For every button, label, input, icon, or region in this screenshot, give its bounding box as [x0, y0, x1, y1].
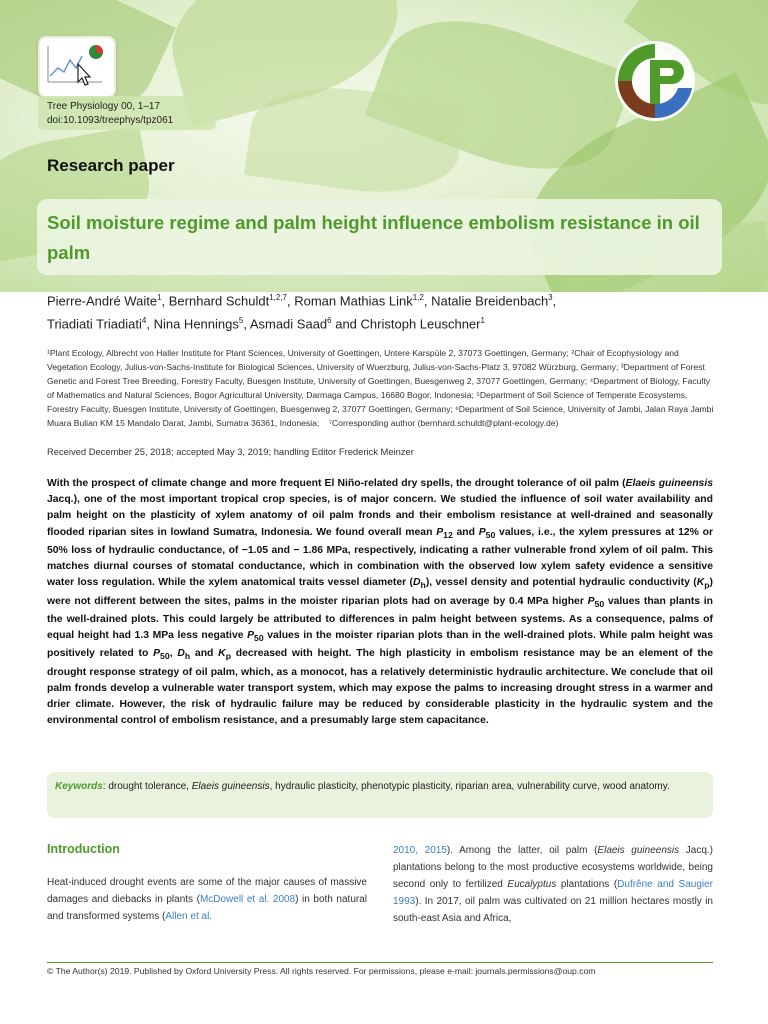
symbol-p: P [153, 648, 161, 660]
page-title: Soil moisture regime and palm height influence embolism resistance in oil palm [47, 212, 700, 263]
copyright-footer: © The Author(s) 2019. Published by Oxford University Press. All rights reserved. For permissions, please e-mail: journals.permissions@oup.com [47, 966, 596, 976]
author: Pierre-André Waite [47, 293, 158, 309]
intro-column-right [393, 842, 713, 927]
chart-cursor-icon[interactable] [38, 36, 116, 98]
body-species: Eucalyptus [507, 879, 557, 890]
symbol-sub: h [184, 651, 191, 662]
article-type: Research paper [47, 156, 175, 175]
affiliations [47, 346, 717, 430]
body-text: Heat-induced drought events are some of the major causes of massive damages and diebacks in plants ( [47, 877, 367, 905]
body-text: ). In 2017, oil palm was cultivated on 21 million hectares mostly in south-east Asia and Africa, [393, 896, 713, 924]
title-box [37, 199, 722, 275]
citation-link[interactable]: 2010, 2015 [393, 845, 447, 856]
abstract-text: values in the moister riparian plots than in the well-drained plots. While palm height was positively related to [47, 630, 713, 660]
symbol-sub: 50 [160, 651, 170, 662]
body-text: plantations ( [556, 879, 618, 890]
abstract-text: and [452, 526, 479, 538]
author: Triadiati Triadiati [47, 316, 142, 332]
abstract-text: values than plants in the well-drained plots. This could largely be attributed to differences in palm height between systems. As a consequence, palms of equal height had 1.3 MPa less negative [47, 595, 713, 642]
keywords-text: : drought tolerance, [102, 781, 192, 792]
author-affil: 1 [480, 316, 485, 326]
abstract-text: and [190, 648, 219, 660]
abstract-text: Jacq.), one of the most important tropical crop species, is of major concern. We studied the influence of soil water availability and palm height on the plasticity of xylem anatomy of oil palm fronds and their embolism resistance at well-drained and seasonally flooded riparian sites in lowland Sumatra, Indonesia. We found overall mean [47, 494, 713, 538]
author: Nina Hennings [153, 316, 239, 332]
abstract [47, 476, 713, 729]
abstract-species: Elaeis guineensis [625, 478, 713, 489]
author-affil: 3 [548, 293, 553, 302]
author: Asmadi Saad [249, 316, 328, 332]
keywords-species: Elaeis guineensis [191, 781, 270, 792]
symbol-d: D [177, 648, 185, 660]
body-text: ) in both natural and transformed systems ( [47, 894, 367, 922]
symbol-sub: p [704, 580, 710, 591]
abstract-text: values, i.e., the xylem pressures at 12% or 50% loss of hydraulic conductance, of −1.05 and − 1.86 MPa, respectively, indicating a rather vulnerable frond xylem of oil palm. This matches diurnal courses of stomatal conductance, which in combination with the observed low xylem safety evidence a sensitive water loss regulation. While the xylem anatomical traits vessel diameter ( [47, 526, 713, 589]
body-text: Jacq.) plantations belong to the most productive ecosystems worldwide, being second only to fertilized [393, 845, 714, 890]
keywords-text: , hydraulic plasticity, phenotypic plasticity, riparian area, vulnerability curve, wood anatomy. [269, 781, 670, 792]
author: Natalie Breidenbach [431, 293, 549, 309]
author-affil: 1,2 [412, 293, 424, 302]
symbol-sub: 12 [443, 529, 453, 540]
doi[interactable]: doi:10.1093/treephys/tpz061 [47, 115, 174, 126]
affiliations-text: ¹Plant Ecology, Albrecht von Haller Institute for Plant Sciences, University of Goettingen, Untere Karspüle 2, 37073 Goettingen, Germany; ²Chair of Ecophysiology and Vegetation Ecology, Julius-von-Sachs-Institute for Biological Sciences, University of Wuerzburg, Julius-von-Sachs-Platz 3, 97082 Würzburg, Germany; ³Department of Forest Genetic and Forest Tree Breeding, Forestry Faculty, Buesgen Institute, University of Goettingen, Buesgenweg 2, 37077 Goettingen, Germany; ⁴Department of Biology, Faculty of Mathematics and Natural Sciences, Bogor Agricultural University, Darmaga Campus, 16680 Bogor, Indonesia; ⁵Department of Soil Science of Temperate Ecosystems, Forestry Faculty, Buesgen Institute, University of Goettingen, Buesgenweg 2, 37077 Goettingen, Germany; ⁶Department of Soil Science, University of Jambi, Jalan Raya Jambi Muara Bulian KM 15 Mandalo Darat, Jambi, Sumatra 36361, Indonesia; [47, 348, 714, 428]
journal-info [38, 96, 216, 130]
abstract-text: , [169, 648, 178, 660]
footer-divider [47, 962, 713, 963]
citation-link[interactable]: Dufrêne and Saugier 1993 [393, 879, 713, 907]
author-affil: 4 [141, 316, 147, 326]
body-text: ). Among the latter, oil palm ( [446, 845, 598, 856]
symbol-k: K [696, 577, 705, 589]
received-dates: Received December 25, 2018; accepted May 3, 2019; handling Editor Frederick Meinzer [47, 446, 414, 457]
symbol-p: P [478, 526, 486, 538]
symbol-sub: 50 [594, 598, 605, 609]
citation-link[interactable]: Allen et al. [165, 911, 213, 922]
abstract-text: ), vessel density and potential hydraulic conductivity ( [425, 577, 697, 589]
author: Roman Mathias Link [294, 293, 413, 309]
author-affil: 1,2,7 [269, 293, 287, 302]
symbol-sub: 50 [254, 633, 264, 644]
symbol-k: K [218, 648, 226, 660]
abstract-text: With the prospect of climate change and more frequent El Niño-related dry spells, the drought tolerance of oil palm ( [47, 478, 626, 489]
author: Bernhard Schuldt [168, 293, 270, 309]
abstract-text: ) were not different between the sites, palms in the moister riparian plots had on average by 0.4 MPa higher [47, 577, 713, 607]
symbol-p: P [587, 595, 595, 607]
symbol-d: D [413, 577, 421, 589]
author-list: Pierre-André Waite$^1$, Bernhard Schuldt$^{1,2,7}$, Roman Mathias Link$^{1,2}$, Natalie Breidenbach$^3$, Triadiati Triadiati$^4$, Nina Hennings$^5$, Asmadi Saad$^6$ and Christoph Leuschner$^1$ [47, 293, 557, 332]
symbol-p: P [247, 630, 255, 642]
corresponding-author[interactable]: ⁷Corresponding author (bernhard.schuldt@plant-ecology.de) [328, 418, 559, 428]
author: Christoph Leuschner [360, 316, 481, 332]
keywords-box [47, 772, 713, 818]
symbol-p: P [436, 526, 444, 538]
intro-column-left [47, 874, 367, 925]
symbol-sub: p [225, 651, 231, 662]
symbol-sub: 50 [485, 529, 496, 540]
symbol-sub: h [420, 580, 426, 591]
journal-name: Tree Physiology 00, 1–17 [47, 101, 161, 112]
tp-logo [610, 36, 700, 126]
body-species: Elaeis guineensis [597, 845, 680, 856]
author-affil: 1 [157, 293, 162, 302]
keywords-label: Keywords [55, 781, 103, 792]
citation-link[interactable]: McDowell et al. 2008 [199, 894, 296, 905]
abstract-text: decreased with height. The high plasticity in embolism resistance may be an element of the drought response strategy of oil palm, which, as a monocot, has a relatively deterministic hydraulic architecture. We conclude that oil palm fronds develop a vulnerable water transport system, which may expose the palms to increasing drought stress in a warmer and drier climate. However, the risk of hydraulic failure may be reduced by considerable plasticity in the hydraulic system and the environmental control of embolism resistance, and a presumably large stem capacitance. [47, 648, 713, 727]
section-heading-introduction: Introduction [47, 842, 120, 856]
author-affil: 6 [327, 316, 332, 326]
author-affil: 5 [238, 316, 244, 326]
